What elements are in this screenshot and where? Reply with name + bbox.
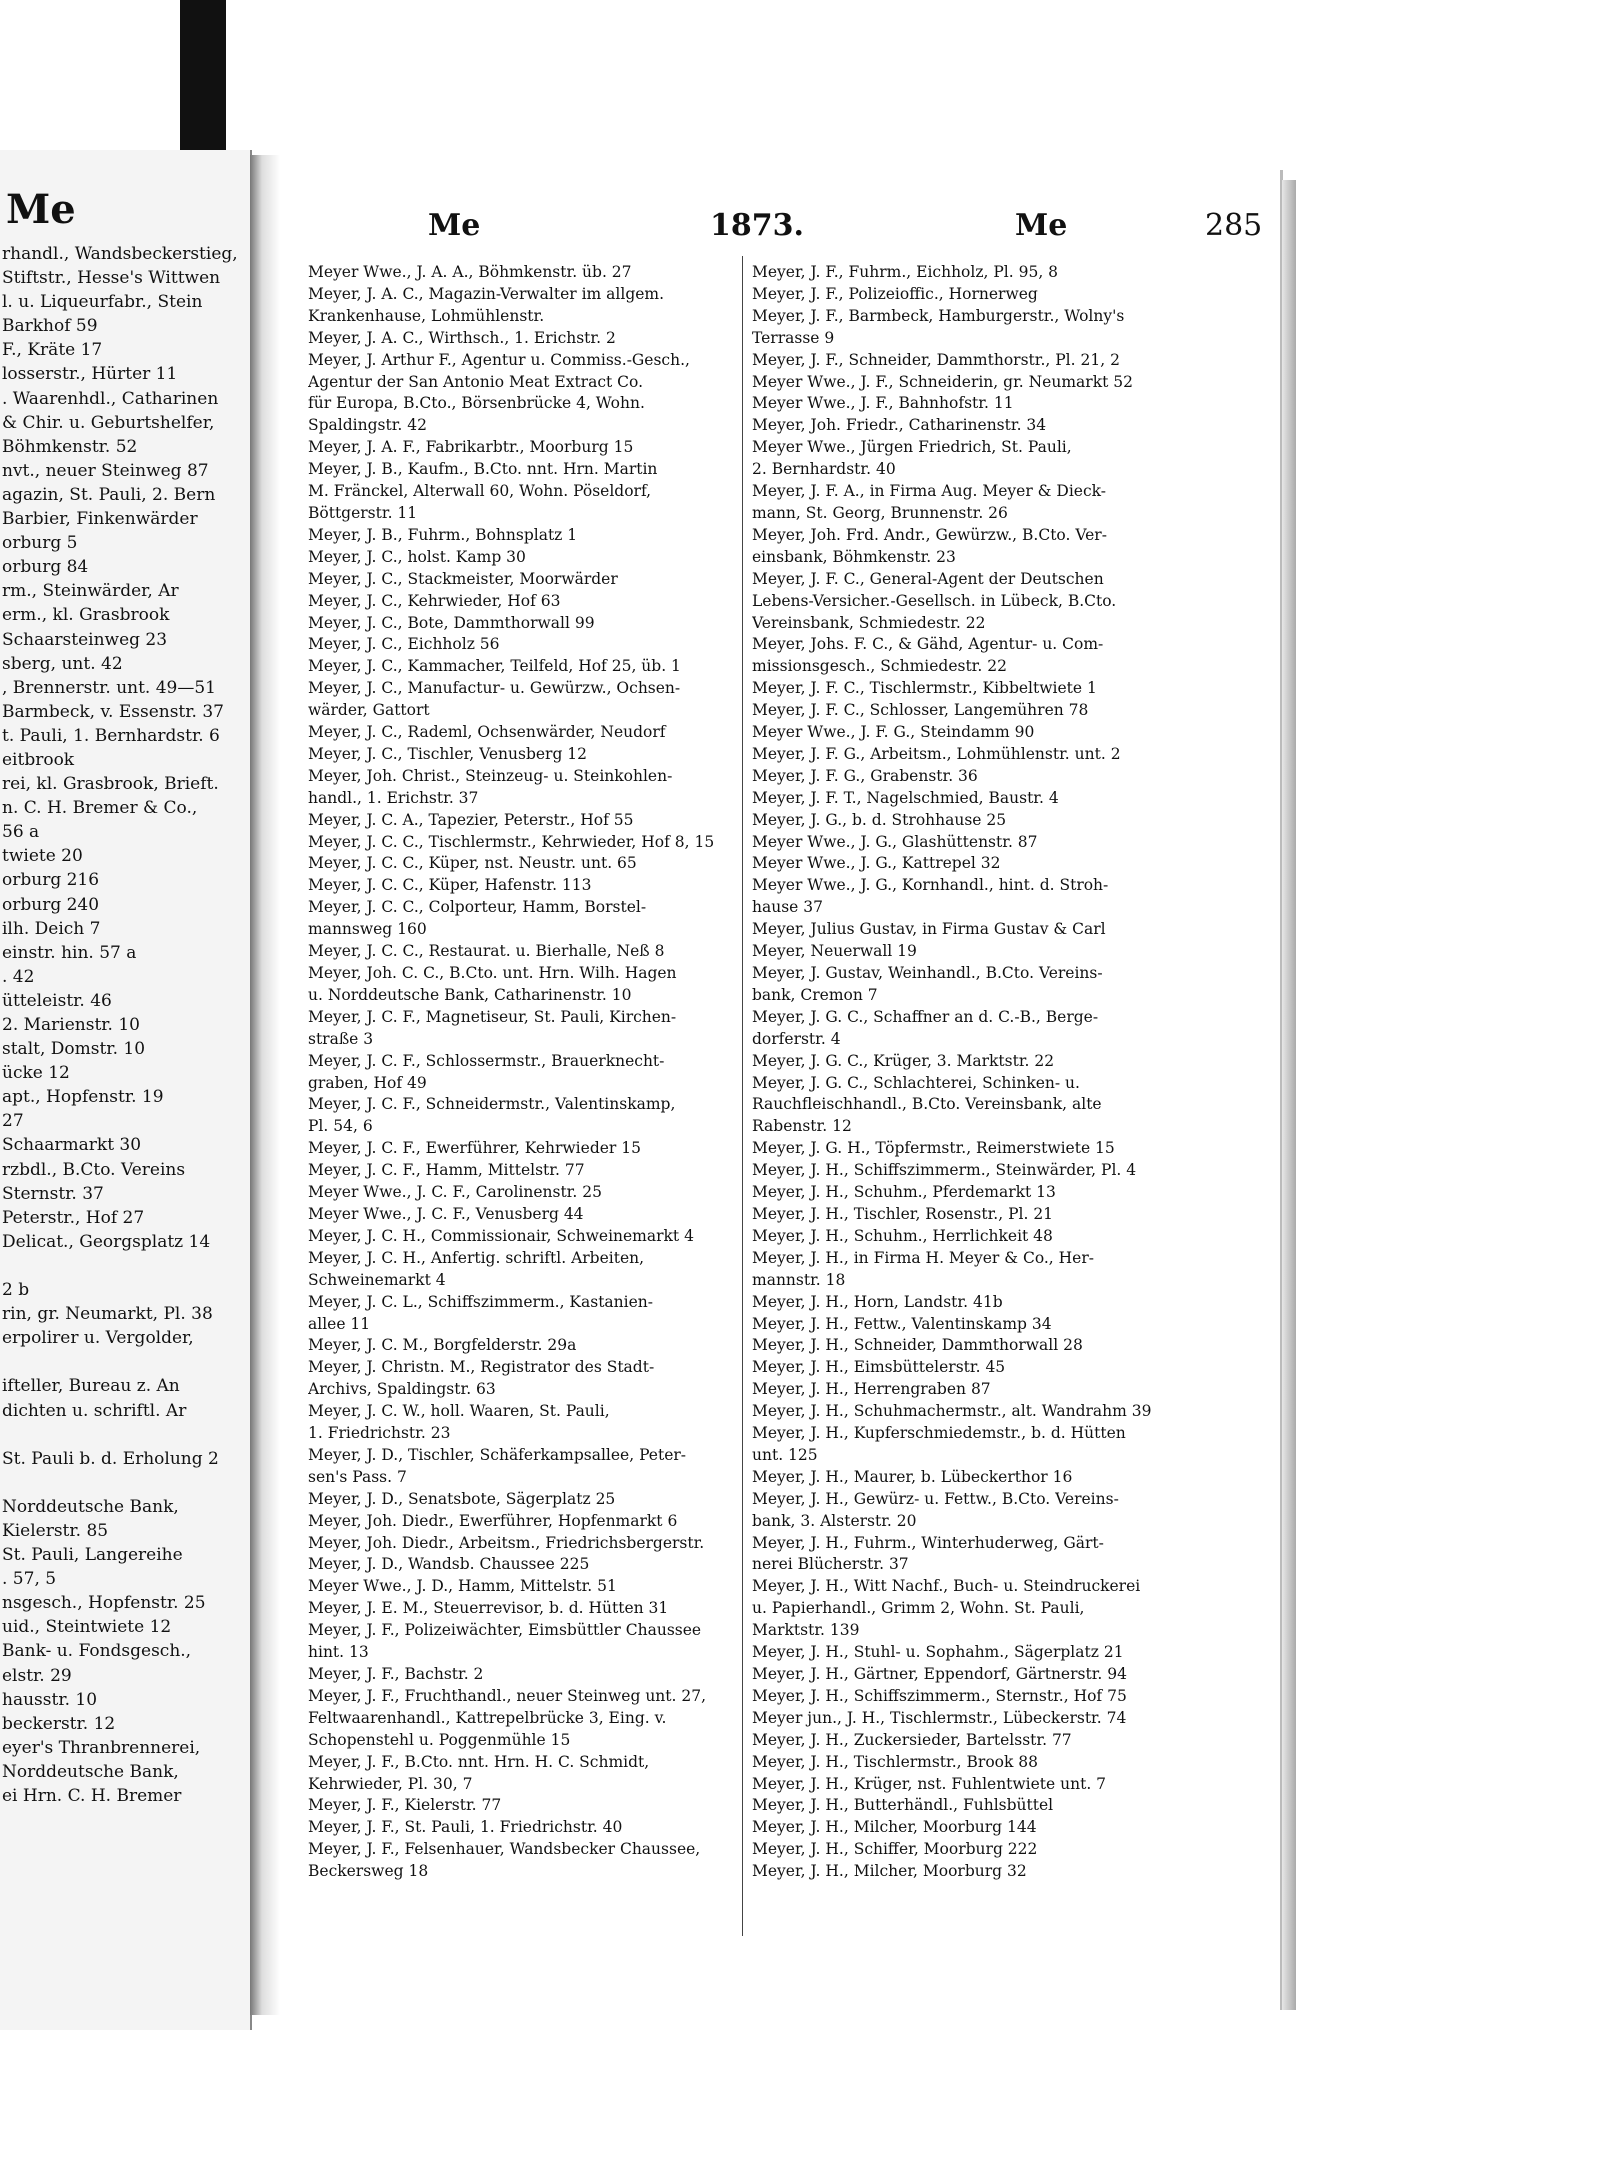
entries-column-left [308,262,746,1883]
directory-line: Meyer, J. C. F., Magnetiseur, St. Pauli, Kirchen- [308,1007,677,1026]
directory-line: Meyer, J. H., Schuhmachermstr., alt. Wandrahm 39 [752,1402,1152,1421]
directory-line: mannsweg 160 [308,920,427,939]
directory-line: Meyer, J. H., Horn, Landstr. 41b [752,1292,1003,1311]
directory-line [2,1471,250,1495]
directory-line: ei Hrn. C. H. Bremer [2,1786,182,1806]
directory-line: u. Norddeutsche Bank, Catharinenstr. 10 [308,985,632,1004]
directory-line: einsbank, Böhmkenstr. 23 [752,547,956,566]
directory-line: Meyer, J. F., Fruchthandl., neuer Steinweg unt. 27, [308,1686,707,1705]
directory-line: Lebens-Versicher.-Gesellsch. in Lübeck, B.Cto. [752,591,1117,610]
header-year: 1873. [710,208,804,243]
directory-line: l. u. Liqueurfabr., Stein [2,292,203,313]
directory-line: Meyer, J. C., Bote, Dammthorwall 99 [308,613,595,632]
directory-line: Meyer, J. C. H., Commissionair, Schweinemarkt 4 [308,1226,694,1245]
directory-line: rin, gr. Neumarkt, Pl. 38 [2,1304,213,1325]
page-edge [1282,180,1296,2010]
directory-line: Meyer, J. G. C., Krüger, 3. Marktstr. 22 [752,1051,1055,1070]
directory-line: Meyer Wwe., J. F., Bahnhofstr. 11 [752,394,1014,413]
directory-line: Meyer, J. F. G., Grabenstr. 36 [752,766,978,785]
directory-line: Meyer, J. H., Milcher, Moorburg 32 [752,1862,1027,1881]
directory-line: Meyer, J. H., Maurer, b. Lübeckerthor 16 [752,1467,1073,1486]
directory-line: Feltwaarenhandl., Kattrepelbrücke 3, Eing. v. [308,1708,667,1727]
directory-line: Meyer, J. H., Schneider, Dammthorwall 28 [752,1336,1083,1355]
directory-line: Meyer, J. C., Rademl, Ochsenwärder, Neudorf [308,723,666,742]
directory-line: mann, St. Georg, Brunnenstr. 26 [752,503,1008,522]
directory-line: St. Pauli, Langereihe [2,1545,183,1566]
directory-line: stalt, Domstr. 10 [2,1039,146,1060]
directory-line: Meyer, J. C. F., Hamm, Mittelstr. 77 [308,1161,585,1180]
header-left-label: Me [428,208,481,243]
directory-line: Meyer, J. C., holst. Kamp 30 [308,547,526,566]
directory-line: eitbrook [2,749,75,770]
directory-line: Meyer, J. Christn. M., Registrator des Stadt- [308,1358,655,1377]
directory-line: Bank- u. Fondsgesch., [2,1641,192,1662]
directory-line: Meyer, J. H., Schiffer, Moorburg 222 [752,1840,1038,1859]
directory-line: bank, 3. Alsterstr. 20 [752,1511,917,1530]
directory-line: Meyer, J. H., Schuhm., Pferdemarkt 13 [752,1183,1056,1202]
directory-line [2,1254,250,1278]
directory-line: n. C. H. Bremer & Co., [2,798,198,819]
directory-line: Barkhof 59 [2,316,98,337]
directory-line: Meyer, J. F., Fuhrm., Eichholz, Pl. 95, 8 [752,263,1059,281]
directory-line: Meyer, J. B., Fuhrm., Bohnsplatz 1 [308,525,578,544]
directory-line: Meyer, J. H., Butterhändl., Fuhlsbüttel [752,1796,1054,1815]
directory-line: Norddeutsche Bank, [2,1496,179,1517]
directory-line: losserstr., Hürter 11 [2,364,178,385]
directory-line: Meyer, J. C. F., Ewerführer, Kehrwieder 15 [308,1139,641,1158]
directory-line: Meyer, J. H., Stuhl- u. Sophahm., Sägerplatz 21 [752,1643,1124,1662]
directory-line: Barbier, Finkenwärder [2,509,198,530]
directory-line: sen's Pass. 7 [308,1467,407,1486]
directory-line: Meyer Wwe., J. C. F., Carolinenstr. 25 [308,1183,602,1202]
directory-line: Meyer, Johs. F. C., & Gähd, Agentur- u. Com- [752,635,1104,654]
directory-line: uid., Steintwiete 12 [2,1617,172,1638]
directory-line: ütteleistr. 46 [2,990,112,1011]
directory-line: Meyer, J. C., Kammacher, Teilfeld, Hof 25, üb. 1 [308,657,681,676]
directory-line: Terrasse 9 [752,328,835,347]
directory-line: Meyer, J. H., Tischlermstr., Brook 88 [752,1752,1039,1771]
directory-line: Meyer, J. H., Fettw., Valentinskamp 34 [752,1314,1052,1333]
directory-line: Meyer, J. F., Bachstr. 2 [308,1665,484,1683]
directory-line: Meyer, J. A. F., Fabrikarbtr., Moorburg 15 [308,438,634,457]
directory-line: Meyer, J. H., Schiffszimmerm., Steinwärder, Pl. 4 [752,1161,1137,1180]
directory-line: Meyer, J. A. C., Magazin-Verwalter im allgem. [308,284,665,303]
page-header [310,208,1270,248]
directory-line: Meyer Wwe., Jürgen Friedrich, St. Pauli, [752,438,1072,457]
right-page [280,170,1283,2010]
directory-line: nsgesch., Hopfenstr. 25 [2,1593,206,1614]
directory-line: Schopenstehl u. Poggenmühle 15 [308,1730,571,1749]
directory-line: Meyer, J. D., Tischler, Schäferkampsallee, Peter- [308,1445,687,1464]
directory-line: 2. Marienstr. 10 [2,1015,140,1035]
directory-line: Meyer, J. G. C., Schaffner an d. C.-B., Berge- [752,1007,1099,1026]
directory-line: elstr. 29 [2,1665,72,1686]
directory-line: Schweinemarkt 4 [308,1270,446,1289]
directory-line: Meyer, J. F. A., in Firma Aug. Meyer & Dieck- [752,482,1107,501]
directory-line: Meyer, J. C. L., Schiffszimmerm., Kastanien- [308,1292,653,1311]
directory-line: für Europa, B.Cto., Börsenbrücke 4, Wohn. [308,394,645,413]
directory-line: Barmbeck, v. Essenstr. 37 [2,701,224,722]
directory-line: Meyer Wwe., J. A. A., Böhmkenstr. üb. 27 [308,263,632,281]
directory-line: eyer's Thranbrennerei, [2,1737,201,1758]
directory-line: mannstr. 18 [752,1270,846,1289]
directory-line: Meyer, J. C. C., Küper, nst. Neustr. unt. 65 [308,854,637,873]
directory-line: erm., kl. Grasbrook [2,605,170,626]
directory-line: Meyer, J. H., Gewürz- u. Fettw., B.Cto. Vereins- [752,1489,1119,1508]
directory-line: Meyer, J. F. C., General-Agent der Deutschen [752,569,1104,588]
directory-line: dichten u. schriftl. Ar [2,1400,187,1421]
directory-line: Meyer, J. Arthur F., Agentur u. Commiss.-Gesch., [308,350,690,369]
directory-line: Meyer, J. H., Krüger, nst. Fuhlentwiete unt. 7 [752,1774,1107,1793]
directory-line: Meyer, J. E. M., Steuerrevisor, b. d. Hütten 31 [308,1599,669,1618]
directory-line: hint. 13 [308,1643,369,1662]
directory-line: 2 b [2,1280,30,1301]
directory-line [2,1350,250,1374]
directory-line: Meyer, J. F., Kielerstr. 77 [308,1796,502,1815]
directory-line: Meyer, J. G. H., Töpfermstr., Reimerstwiete 15 [752,1139,1115,1158]
directory-line: handl., 1. Erichstr. 37 [308,788,479,807]
directory-line: Meyer, J. F. C., Tischlermstr., Kibbeltwiete 1 [752,679,1097,698]
directory-line: Pl. 54, 6 [308,1117,373,1136]
directory-line: orburg 84 [2,557,89,578]
directory-line: , Brennerstr. unt. 49—51 [2,677,216,698]
directory-line: Meyer Wwe., J. D., Hamm, Mittelstr. 51 [308,1577,617,1596]
directory-line: Delicat., Georgsplatz 14 [2,1231,211,1252]
directory-line: Meyer, J. H., Herrengraben 87 [752,1380,991,1399]
directory-line: Krankenhause, Lohmühlenstr. [308,306,545,325]
directory-line: Meyer Wwe., J. C. F., Venusberg 44 [308,1204,584,1223]
directory-line: Meyer, J. C., Tischler, Venusberg 12 [308,744,588,763]
directory-line: Kielerstr. 85 [2,1520,109,1541]
directory-line: nerei Blücherstr. 37 [752,1555,909,1574]
directory-line: Meyer, J. F., Polizeiwächter, Eimsbüttler Chaussee [308,1621,702,1640]
directory-line: Meyer Wwe., J. G., Kornhandl., hint. d. Stroh- [752,876,1109,895]
directory-line: Meyer, J. H., Tischler, Rosenstr., Pl. 21 [752,1204,1054,1223]
directory-line: Beckersweg 18 [308,1862,429,1881]
directory-line: Meyer, J. B., Kaufm., B.Cto. nnt. Hrn. Martin [308,460,658,479]
directory-line: Meyer, J. H., Witt Nachf., Buch- u. Steindruckerei [752,1577,1141,1596]
directory-line: Meyer, J. D., Wandsb. Chaussee 225 [308,1555,590,1574]
directory-line: & Chir. u. Geburtshelfer, [2,412,215,433]
directory-line: 27 [2,1111,24,1132]
directory-line: t. Pauli, 1. Bernhardstr. 6 [2,725,220,746]
directory-line: Meyer, J. H., Schuhm., Herrlichkeit 48 [752,1226,1053,1245]
directory-line: erpolirer u. Vergolder, [2,1328,194,1349]
directory-line: Meyer, J. C. C., Küper, Hafenstr. 113 [308,876,592,895]
directory-line: Peterstr., Hof 27 [2,1207,145,1228]
directory-line: Meyer Wwe., J. G., Glashüttenstr. 87 [752,832,1038,851]
header-right-label: Me [1015,208,1068,243]
directory-line: Böttgerstr. 11 [308,503,418,522]
directory-line: Meyer, J. C. C., Restaurat. u. Bierhalle, Neß 8 [308,942,665,961]
directory-line: Böhmkenstr. 52 [2,436,138,457]
directory-line: hausstr. 10 [2,1689,98,1710]
directory-line: . 57, 5 [2,1569,57,1590]
directory-line: Meyer, J. C., Kehrwieder, Hof 63 [308,591,561,610]
directory-line: straße 3 [308,1029,374,1048]
directory-line: rei, kl. Grasbrook, Brieft. [2,774,219,795]
left-page [0,150,252,2030]
directory-line: sberg, unt. 42 [2,653,123,674]
directory-line: Meyer, Joh. Friedr., Catharinenstr. 34 [752,416,1047,435]
directory-line: Meyer, J. F. G., Arbeitsm., Lohmühlenstr. unt. 2 [752,744,1121,763]
directory-line: wärder, Gattort [308,701,430,720]
directory-line: Meyer, J. F., Felsenhauer, Wandsbecker Chaussee, [308,1840,701,1859]
directory-line: u. Papierhandl., Grimm 2, Wohn. St. Pauli, [752,1599,1085,1618]
page-gutter [250,155,280,2015]
directory-line: graben, Hof 49 [308,1073,427,1092]
directory-line: 2. Bernhardstr. 40 [752,460,896,479]
directory-line: rzbdl., B.Cto. Vereins [2,1159,186,1180]
directory-line: Meyer, J. C. A., Tapezier, Peterstr., Hof 55 [308,810,634,829]
directory-line: Meyer, J. C., Stackmeister, Moorwärder [308,569,618,588]
directory-line: Meyer, J. H., Eimsbüttelerstr. 45 [752,1358,1006,1377]
directory-line: hause 37 [752,898,823,917]
directory-line: Meyer, J. H., Zuckersieder, Bartelsstr. 77 [752,1730,1072,1749]
directory-line: Meyer, J. F., Barmbeck, Hamburgerstr., Wolny's [752,306,1125,325]
directory-line: Meyer, J. F., Polizeioffic., Hornerweg [752,284,1038,303]
directory-line: missionsgesch., Schmiedestr. 22 [752,657,1007,676]
directory-line: Norddeutsche Bank, [2,1761,179,1782]
directory-line: Meyer, Joh. Diedr., Ewerführer, Hopfenmarkt 6 [308,1511,678,1530]
directory-line: . 42 [2,966,35,987]
directory-line: Agentur der San Antonio Meat Extract Co. [308,372,644,391]
directory-line: orburg 216 [2,870,100,891]
directory-line: Meyer, J. F., Schneider, Dammthorstr., Pl. 21, 2 [752,350,1120,369]
directory-line: Meyer Wwe., J. F. G., Steindamm 90 [752,723,1035,742]
directory-line: orburg 240 [2,894,100,915]
directory-line: Kehrwieder, Pl. 30, 7 [308,1774,473,1793]
directory-line: Meyer, J. C. W., holl. Waaren, St. Pauli, [308,1402,610,1421]
directory-line: ücke 12 [2,1063,70,1084]
directory-line: Meyer, J. F. C., Schlosser, Langemühren 78 [752,701,1089,720]
directory-line: bank, Cremon 7 [752,985,878,1004]
directory-line: rhandl., Wandsbeckerstieg, [2,244,238,264]
directory-line: Meyer, J. H., Fuhrm., Winterhuderweg, Gärt- [752,1533,1104,1552]
directory-line [2,1423,250,1447]
directory-line: Meyer, J. C., Eichholz 56 [308,635,500,654]
directory-line: Meyer, Julius Gustav, in Firma Gustav & Carl [752,920,1106,939]
directory-line: einstr. hin. 57 a [2,942,137,963]
directory-line: Meyer, J. C. C., Colporteur, Hamm, Borstel- [308,898,647,917]
directory-line: Meyer, J. C., Manufactur- u. Gewürzw., Ochsen- [308,679,681,698]
directory-line: rm., Steinwärder, Ar [2,581,179,602]
directory-line: Meyer, J. C. H., Anfertig. schriftl. Arbeiten, [308,1248,645,1267]
directory-line: 56 a [2,822,40,843]
directory-line: Meyer, J. H., Schiffszimmerm., Sternstr., Hof 75 [752,1686,1127,1705]
directory-line: Meyer, J. Gustav, Weinhandl., B.Cto. Vereins- [752,964,1103,982]
directory-line: Meyer, J. F., B.Cto. nnt. Hrn. H. C. Schmidt, [308,1752,650,1771]
directory-line: agazin, St. Pauli, 2. Bern [2,484,216,505]
directory-line: Meyer, J. C. F., Schneidermstr., Valentinskamp, [308,1095,676,1114]
directory-line: Meyer, J. F. T., Nagelschmied, Baustr. 4 [752,788,1059,807]
directory-line: ilh. Deich 7 [2,918,101,939]
directory-line: Meyer, Neuerwall 19 [752,942,917,961]
directory-line: Meyer, J. F., St. Pauli, 1. Friedrichstr. 40 [308,1818,623,1837]
directory-line: Meyer, J. H., Kupferschmiedemstr., b. d. Hütten [752,1424,1126,1443]
directory-line: apt., Hopfenstr. 19 [2,1087,164,1108]
directory-line: Meyer, Joh. Diedr., Arbeitsm., Friedrichsbergerstr. [308,1533,705,1552]
page-number: 285 [1205,208,1263,243]
directory-line: Meyer, J. H., Milcher, Moorburg 144 [752,1818,1037,1837]
directory-line: Stiftstr., Hesse's Wittwen [2,268,221,289]
directory-line: Marktstr. 139 [752,1621,860,1640]
directory-line: Meyer, J. C. C., Tischlermstr., Kehrwieder, Hof 8, 15 [308,832,715,851]
directory-line: M. Fränckel, Alterwall 60, Wohn. Pöseldorf, [308,482,652,501]
directory-line: Vereinsbank, Schmiedestr. 22 [752,613,986,632]
directory-line: Meyer, J. H., in Firma H. Meyer & Co., Her- [752,1248,1094,1267]
directory-line: Meyer Wwe., J. F., Schneiderin, gr. Neumarkt 52 [752,372,1133,391]
directory-line: twiete 20 [2,846,83,867]
directory-line: Schaarmarkt 30 [2,1135,142,1156]
book-binding [180,0,226,165]
directory-line: Schaarsteinweg 23 [2,629,168,650]
directory-line: Meyer, J. D., Senatsbote, Sägerplatz 25 [308,1489,616,1508]
directory-line: Meyer, J. A. C., Wirthsch., 1. Erichstr. 2 [308,328,616,347]
directory-line: beckerstr. 12 [2,1713,116,1734]
directory-line: F., Kräte 17 [2,340,103,361]
left-page-text [2,242,250,1808]
directory-line: Meyer, J. G. C., Schlachterei, Schinken- u. [752,1073,1080,1092]
directory-line: Rauchfleischhandl., B.Cto. Vereinsbank, alte [752,1095,1102,1114]
directory-line: Meyer, J. H., Gärtner, Eppendorf, Gärtnerstr. 94 [752,1665,1127,1683]
directory-line: Rabenstr. 12 [752,1117,852,1136]
directory-line: Meyer, J. C. M., Borgfelderstr. 29a [308,1336,577,1355]
directory-line: ifteller, Bureau z. An [2,1376,180,1397]
left-page-header: Me [6,186,76,233]
directory-line: Meyer, Joh. C. C., B.Cto. unt. Hrn. Wilh. Hagen [308,964,677,982]
directory-line: 1. Friedrichstr. 23 [308,1424,451,1443]
directory-line: St. Pauli b. d. Erholung 2 [2,1448,219,1469]
directory-line: Meyer Wwe., J. G., Kattrepel 32 [752,854,1001,873]
directory-line: orburg 5 [2,533,78,554]
directory-line: Archivs, Spaldingstr. 63 [308,1380,496,1399]
directory-line: Sternstr. 37 [2,1183,104,1204]
directory-line: Meyer, J. G., b. d. Strohhause 25 [752,810,1007,829]
directory-line: allee 11 [308,1314,371,1333]
directory-line: Spaldingstr. 42 [308,416,427,435]
directory-line: Meyer, J. C. F., Schlossermstr., Brauerknecht- [308,1051,665,1070]
directory-line: Meyer, Joh. Christ., Steinzeug- u. Steinkohlen- [308,766,673,785]
entries-column-right [752,262,1192,1883]
directory-line: Meyer jun., J. H., Tischlermstr., Lübeckerstr. 74 [752,1708,1127,1727]
directory-line: . Waarenhdl., Catharinen [2,388,219,409]
directory-line: dorferstr. 4 [752,1029,841,1048]
directory-line: Meyer, Joh. Frd. Andr., Gewürzw., B.Cto. Ver- [752,525,1107,544]
directory-line: nvt., neuer Steinweg 87 [2,460,209,481]
directory-line: unt. 125 [752,1445,818,1464]
